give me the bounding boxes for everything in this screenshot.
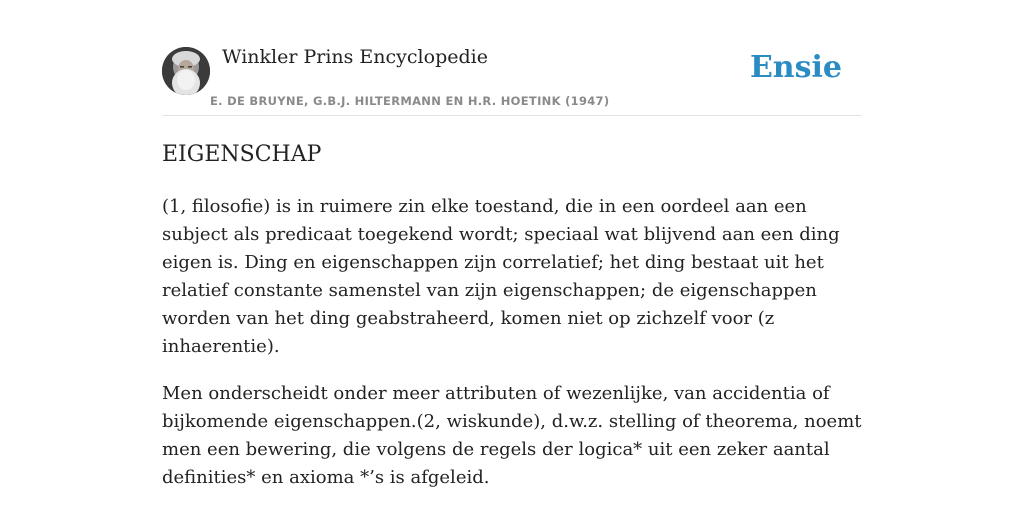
author-avatar	[162, 47, 210, 95]
article-paragraph: (1, filosofie) is in ruimere zin elke toestand, die in een oordeel aan een subject als predicaat toegekend wordt; speciaal wat blijvend aan een ding eigen is. Ding en eigenschappen zijn correlatief; het ding bestaat uit het relatief constante samenstel van zijn eigenschappen; de eigenschappen worden van het ding geabstraheerd, komen niet op zichzelf voor (z inhaerentie).	[162, 196, 840, 357]
article-paragraph: Men onderscheidt onder meer attributen of wezenlijke, van accidentia of bijkomende eigenschappen.(2, wiskunde), d.w.z. stelling of theorema, noemt men een bewering, die volgens de regels der logica* uit een zeker aantal definities* en axioma *’s is afgeleid.	[162, 383, 862, 488]
avatar-portrait-image	[162, 47, 210, 95]
authors-line: E. DE BRUYNE, G.B.J. HILTERMANN EN H.R. HOETINK (1947)	[210, 94, 610, 108]
article-title: EIGENSCHAP	[162, 142, 322, 167]
brand-logo[interactable]: Ensie	[749, 50, 842, 85]
site-title[interactable]: Winkler Prins Encyclopedie	[222, 46, 488, 68]
article	[162, 138, 862, 492]
header	[162, 44, 862, 116]
